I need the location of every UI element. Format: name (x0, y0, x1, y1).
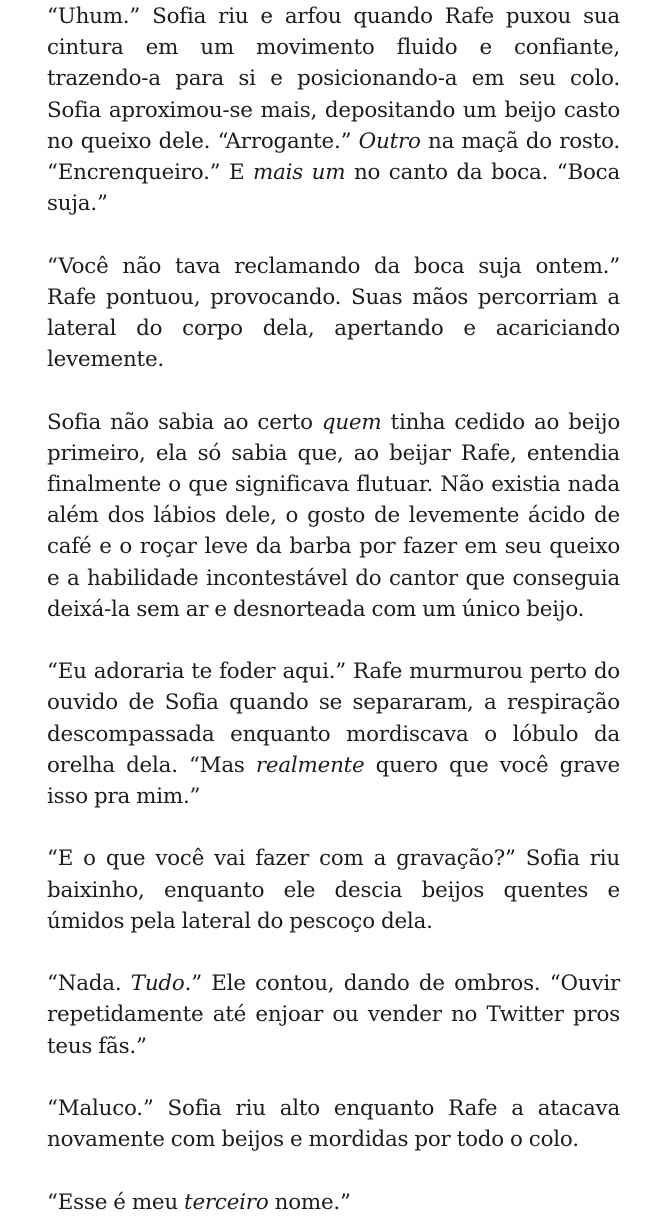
body-paragraph (47, 656, 620, 812)
document-page (47, 1, 620, 1218)
text-segment: “Uhum.” Sofia riu e arfou quando Rafe puxou sua cintura em um movimento fluido e confiante, trazendo-a para si e posicionando-a em seu colo. Sofia aproximou-se mais, depositando um beijo casto no queixo dele. “Arrogante.” (47, 4, 620, 154)
text-segment: “Nada. (47, 971, 131, 997)
emphasized-text: Tudo (130, 971, 185, 997)
emphasized-text: quem (321, 409, 382, 435)
text-segment: tinha cedido ao beijo primeiro, ela só sabia que, ao beijar Rafe, entendia finalmente o que significava flutuar. Não existia nada além dos lábios dele, o gosto de levemente ácido de café e o roçar leve da barba por fazer em seu queixo e a habilidade incontestável do cantor que conseguia deixá-la sem ar e desnorteada com um único beijo. (47, 409, 621, 622)
text-segment: “Esse é meu (47, 1189, 185, 1215)
text-segment: “Maluco.” Sofia riu alto enquanto Rafe a atacava novamente com beijos e mordidas por todo o colo. (47, 1096, 620, 1153)
text-segment: Sofia não sabia ao certo (47, 409, 322, 435)
text-segment: “E o que você vai fazer com a gravação?” Sofia riu baixinho, enquanto ele descia beijos quentes e úmidos pela lateral do pescoço dela. (47, 846, 620, 934)
body-paragraph (47, 968, 620, 1062)
emphasized-text: mais um (253, 160, 346, 186)
body-paragraph (47, 843, 620, 937)
text-segment: “Você não tava reclamando da boca suja ontem.” Rafe pontuou, provocando. Suas mãos percorriam a lateral do corpo dela, apertando e acariciando levemente. (47, 253, 620, 373)
body-paragraph (47, 1093, 620, 1155)
text-segment: nome.” (268, 1189, 351, 1215)
text-segment: no canto da boca. “Boca suja.” (47, 160, 620, 217)
text-segment: na maçã do rosto. “Encrenqueiro.” E (47, 128, 620, 186)
emphasized-text: realmente (255, 752, 365, 778)
body-paragraph (47, 251, 620, 376)
emphasized-text: Outro (358, 128, 421, 154)
body-paragraph (47, 1187, 620, 1218)
body-paragraph (47, 407, 620, 625)
emphasized-text: terceiro (184, 1189, 269, 1215)
text-segment: quero que você grave isso pra mim.” (47, 752, 620, 810)
text-segment: .” Ele contou, dando de ombros. “Ouvir repetidamente até enjoar ou vender no Twitter pros teus fãs.” (47, 971, 620, 1059)
body-paragraph (47, 1, 620, 219)
text-segment: “Eu adoraria te foder aqui.” Rafe murmurou perto do ouvido de Sofia quando se separaram, a respiração descompassada enquanto mordiscava o lóbulo da orelha dela. “Mas (47, 659, 620, 778)
